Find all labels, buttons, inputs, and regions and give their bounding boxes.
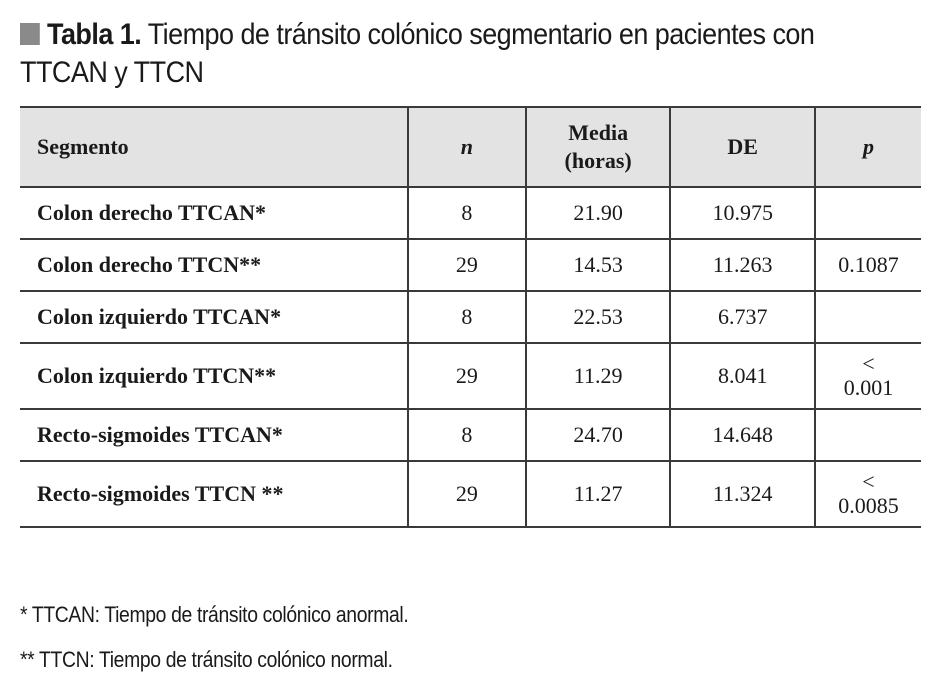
table-row: [20, 409, 921, 461]
cell-segment: Colon izquierdo TTCN**: [20, 343, 408, 409]
cell-de: 8.041: [670, 343, 814, 409]
cell-segment: Recto-sigmoides TTCN **: [20, 461, 408, 527]
cell-p-line2: 0.001: [843, 375, 894, 400]
cell-n: 29: [408, 239, 526, 291]
cell-p: [815, 291, 921, 343]
header-de: DE: [670, 107, 814, 187]
header-n: n: [408, 107, 526, 187]
cell-segment: Colon derecho TTCN**: [20, 239, 408, 291]
footnote-ttcn: ** TTCN: Tiempo de tránsito colónico normal.: [20, 647, 393, 672]
cell-de: 11.324: [670, 461, 814, 527]
title-square-marker: [20, 23, 40, 45]
cell-n: 8: [408, 187, 526, 239]
cell-segment: Colon izquierdo TTCAN*: [20, 291, 408, 343]
cell-n: 29: [408, 343, 526, 409]
cell-p: [815, 187, 921, 239]
table-row: [20, 343, 921, 409]
header-media-line2: (horas): [564, 148, 632, 173]
header-media: [526, 107, 671, 187]
table-row: [20, 461, 921, 527]
cell-media: 11.27: [526, 461, 671, 527]
cell-p: [815, 409, 921, 461]
cell-p: [815, 239, 921, 291]
cell-p: [815, 461, 921, 527]
title-text-line2: TTCAN y TTCN: [20, 56, 204, 89]
cell-de: 11.263: [670, 239, 814, 291]
table-row: [20, 187, 921, 239]
cell-n: 8: [408, 291, 526, 343]
header-segment: Segmento: [20, 107, 408, 187]
table-title: [20, 16, 920, 92]
cell-media: 14.53: [526, 239, 671, 291]
cell-de: 10.975: [670, 187, 814, 239]
footnote-ttcan: * TTCAN: Tiempo de tránsito colónico anormal.: [20, 602, 409, 627]
cell-media: 24.70: [526, 409, 671, 461]
cell-p-line1: <: [862, 469, 875, 494]
table-row: [20, 291, 921, 343]
title-label: Tabla 1.: [47, 18, 142, 51]
cell-p: [815, 343, 921, 409]
cell-media: 21.90: [526, 187, 671, 239]
title-text-line1: Tiempo de tránsito colónico segmentario en pacientes con: [147, 18, 815, 51]
header-media-line1: Media: [568, 120, 629, 145]
transit-time-table: [20, 106, 921, 528]
cell-n: 29: [408, 461, 526, 527]
table-header-row: [20, 107, 921, 187]
header-p: p: [815, 107, 921, 187]
cell-de: 14.648: [670, 409, 814, 461]
cell-p-line2: 0.0085: [838, 493, 899, 518]
table-row: [20, 239, 921, 291]
cell-p-line1: <: [862, 351, 875, 376]
cell-segment: Colon derecho TTCAN*: [20, 187, 408, 239]
cell-n: 8: [408, 409, 526, 461]
cell-segment: Recto-sigmoides TTCAN*: [20, 409, 408, 461]
cell-de: 6.737: [670, 291, 814, 343]
cell-media: 11.29: [526, 343, 671, 409]
cell-media: 22.53: [526, 291, 671, 343]
cell-p-line1: 0.1087: [838, 252, 899, 277]
